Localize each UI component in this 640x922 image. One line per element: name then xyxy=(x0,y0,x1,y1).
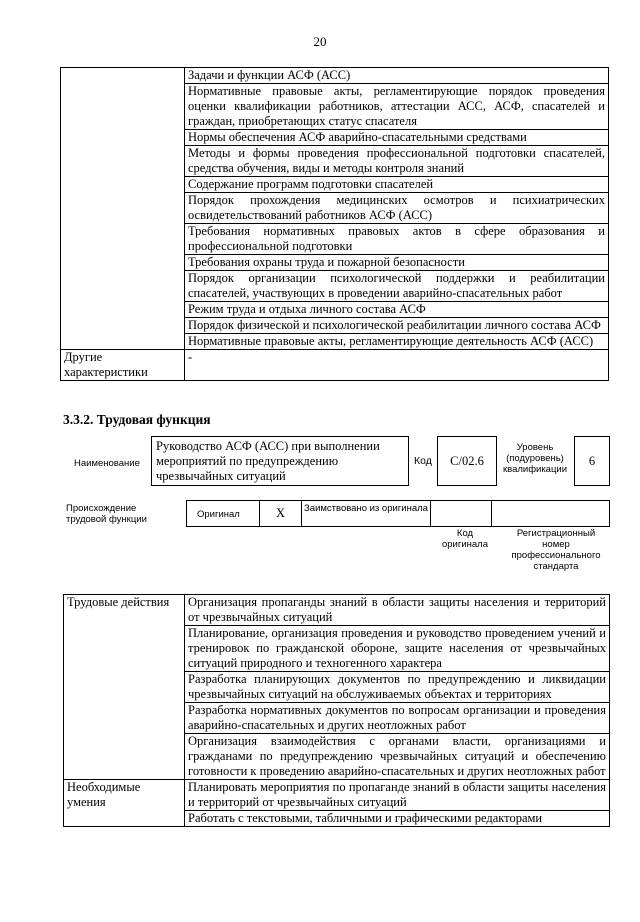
reg-caption: Регистрационный номер профессионального стандарта xyxy=(511,528,601,572)
knowledge-item: Нормы обеспечения АСФ аварийно-спасательными средствами xyxy=(185,130,609,146)
original-mark: X xyxy=(275,506,286,520)
action-item: Организация пропаганды знаний в области защиты населения и территорий от чрезвычайных ситуаций xyxy=(185,595,610,626)
code-value: С/02.6 xyxy=(450,454,484,468)
skill-item: Планировать мероприятия по пропаганде знаний в области защиты населения и территорий от чрезвычайных ситуаций xyxy=(185,780,610,811)
borrowed-label: Заимствовано из оригинала xyxy=(304,503,428,514)
original-label-box xyxy=(186,500,260,527)
code-box xyxy=(437,436,497,486)
code-caption: Код оригинала xyxy=(441,528,488,550)
knowledge-item: Порядок физической и психологической реабилитации личного состава АСФ xyxy=(185,318,609,334)
name-label: Наименование xyxy=(74,458,140,469)
original-mark-box xyxy=(259,500,302,527)
section-title: 3.3.2. Трудовая функция xyxy=(63,412,211,427)
action-item: Планирование, организация проведения и руководство проведением учений и тренировок по гражданской обороне, защите населения от чрезвычайных ситуаций природного и техногенного характера xyxy=(185,626,610,672)
level-label: Уровень (подуровень) квалификации xyxy=(502,442,568,475)
knowledge-item: Режим труда и отдыха личного состава АСФ xyxy=(185,302,609,318)
level-box xyxy=(574,436,610,486)
origin-label: Происхождение трудовой функции xyxy=(66,503,147,525)
action-item: Организация взаимодействия с органами власти, организациями и гражданами по предупреждению чрезвычайных ситуаций и обеспечению готовности к проведению аварийно-спасательных и других неотложных работ xyxy=(185,734,610,780)
knowledge-item: Порядок прохождения медицинских осмотров и психиатрических освидетельствований работников АСФ (АСС) xyxy=(185,193,609,224)
action-item: Разработка планирующих документов по предупреждению и ликвидации чрезвычайных ситуаций на обслуживаемых объектах и территориях xyxy=(185,672,610,703)
action-item: Разработка нормативных документов по вопросам организации и проведения аварийно-спасательных и других неотложных работ xyxy=(185,703,610,734)
skill-item: Работать с текстовыми, табличными и графическими редакторами xyxy=(185,811,610,827)
knowledge-item: Требования охраны труда и пожарной безопасности xyxy=(185,255,609,271)
knowledge-item: Нормативные правовые акты, регламентирующие порядок проведения оценки квалификации работников, аттестации АСС, АСФ, спасателей и граждан, приобретающих статус спасателя xyxy=(185,84,609,130)
knowledge-table xyxy=(60,67,609,381)
page-number: 20 xyxy=(313,34,327,49)
skills-label: Необходимые умения xyxy=(64,780,185,827)
knowledge-item: Порядок организации психологической поддержки и реабилитации спасателей, участвующих в проведении аварийно-спасательных работ xyxy=(185,271,609,302)
knowledge-label-cell xyxy=(61,68,185,350)
other-characteristics-value: - xyxy=(185,350,609,381)
labor-actions-table xyxy=(63,594,610,827)
code-label: Код xyxy=(414,455,432,467)
knowledge-item: Требования нормативных правовых актов в сфере образования и профессиональной подготовки xyxy=(185,224,609,255)
function-name: Руководство АСФ (АСС) при выполнении мероприятий по предупреждению чрезвычайных ситуаций xyxy=(156,439,380,483)
registration-number-box xyxy=(491,500,610,527)
knowledge-item: Нормативные правовые акты, регламентирующие деятельность АСФ (АСС) xyxy=(185,334,609,350)
borrowed-box xyxy=(301,500,431,527)
original-label: Оригинал xyxy=(197,509,240,520)
actions-label: Трудовые действия xyxy=(64,595,185,780)
other-characteristics-label: Другие характеристики xyxy=(61,350,185,381)
level-value: 6 xyxy=(588,454,596,468)
original-code-box xyxy=(430,500,492,527)
knowledge-item: Задачи и функции АСФ (АСС) xyxy=(185,68,609,84)
function-name-box xyxy=(151,436,409,486)
knowledge-item: Содержание программ подготовки спасателей xyxy=(185,177,609,193)
knowledge-item: Методы и формы проведения профессиональной подготовки спасателей, средства обучения, виды и методы контроля знаний xyxy=(185,146,609,177)
